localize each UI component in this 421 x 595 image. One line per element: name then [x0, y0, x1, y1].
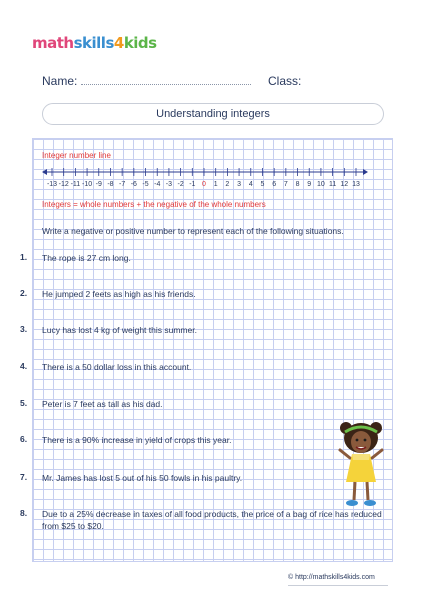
number-line-label: 7: [283, 181, 288, 188]
number-line-label: -1: [189, 181, 196, 188]
number-line-label: 13: [352, 181, 360, 188]
worksheet-title: Understanding integers: [42, 103, 384, 125]
number-line-label: 8: [295, 181, 300, 188]
number-line: [42, 164, 372, 188]
number-line-label: -7: [119, 181, 126, 188]
class-field[interactable]: [268, 74, 301, 88]
question-number: 2.: [20, 288, 28, 298]
number-line-label: -4: [154, 181, 161, 188]
question-text: Mr. James has lost 5 out of his 50 fowls in his paultry.: [42, 473, 243, 483]
number-line-label: 5: [260, 181, 265, 188]
footer-copyright: © http://mathskills4kids.com: [288, 574, 375, 581]
number-line-label: 11: [328, 181, 337, 188]
logo-part-math: math: [32, 34, 74, 52]
instructions: Write a negative or positive number to represent each of the following situations.: [42, 226, 344, 236]
name-blank[interactable]: [81, 84, 251, 85]
question-text: There is a 90% increase in yield of crops this year.: [42, 435, 232, 445]
number-line-label: 12: [340, 181, 349, 188]
number-line-label: 10: [317, 181, 325, 188]
question-number: 5.: [20, 398, 28, 408]
name-label: Name:: [42, 74, 78, 88]
question-text: There is a 50 dollar loss in this account.: [42, 362, 192, 372]
logo-part-skills: skills: [73, 34, 114, 52]
number-line-label: -2: [177, 181, 184, 188]
question-number: 3.: [20, 324, 28, 334]
question-text: The rope is 27 cm long.: [42, 253, 131, 263]
question-number: 1.: [20, 252, 28, 262]
footer-divider: [288, 585, 388, 586]
number-line-label: 1: [213, 181, 218, 188]
left-arrow-icon: [42, 169, 47, 175]
number-line-label: -10: [82, 181, 93, 188]
number-line-label: -11: [70, 181, 81, 188]
number-line-label: -12: [58, 181, 69, 188]
number-line-label: -13: [46, 181, 58, 188]
integer-rule: Integers = whole numbers + the negative of the whole numbers: [42, 200, 266, 209]
number-line-title: Integer number line: [42, 151, 111, 160]
class-label: Class:: [268, 74, 302, 88]
name-field[interactable]: [42, 74, 251, 88]
number-line-label: 9: [307, 181, 312, 188]
number-line-label: -5: [142, 181, 149, 188]
question-number: 7.: [20, 472, 28, 482]
question-text: Due to a 25% decrease in taxes of all food products, the price of a bag of rice has reduced from $25 to $20.: [42, 509, 382, 531]
girl-illustration: [336, 420, 386, 510]
number-line-label: 3: [237, 181, 242, 188]
number-line-label: -6: [130, 181, 137, 188]
number-line-label: 2: [225, 181, 230, 188]
question-number: 4.: [20, 361, 28, 371]
question-text: He jumped 2 feets as high as his friends.: [42, 289, 196, 299]
site-logo: [32, 34, 157, 56]
question-number: 8.: [20, 508, 28, 518]
number-line-label: 4: [248, 181, 253, 188]
logo-part-kids: kids: [123, 34, 157, 52]
number-line-label: 6: [272, 181, 277, 188]
right-arrow-icon: [363, 169, 368, 175]
question-text: Peter is 7 feet as tall as his dad.: [42, 399, 163, 409]
number-line-label: -8: [107, 181, 114, 188]
number-line-label: -9: [95, 181, 102, 188]
question-number: 6.: [20, 434, 28, 444]
number-line-label: 0: [202, 181, 206, 188]
number-line-label: -3: [165, 181, 173, 188]
question-text: Lucy has lost 4 kg of weight this summer.: [42, 325, 197, 335]
logo-part-4: 4: [113, 34, 124, 52]
